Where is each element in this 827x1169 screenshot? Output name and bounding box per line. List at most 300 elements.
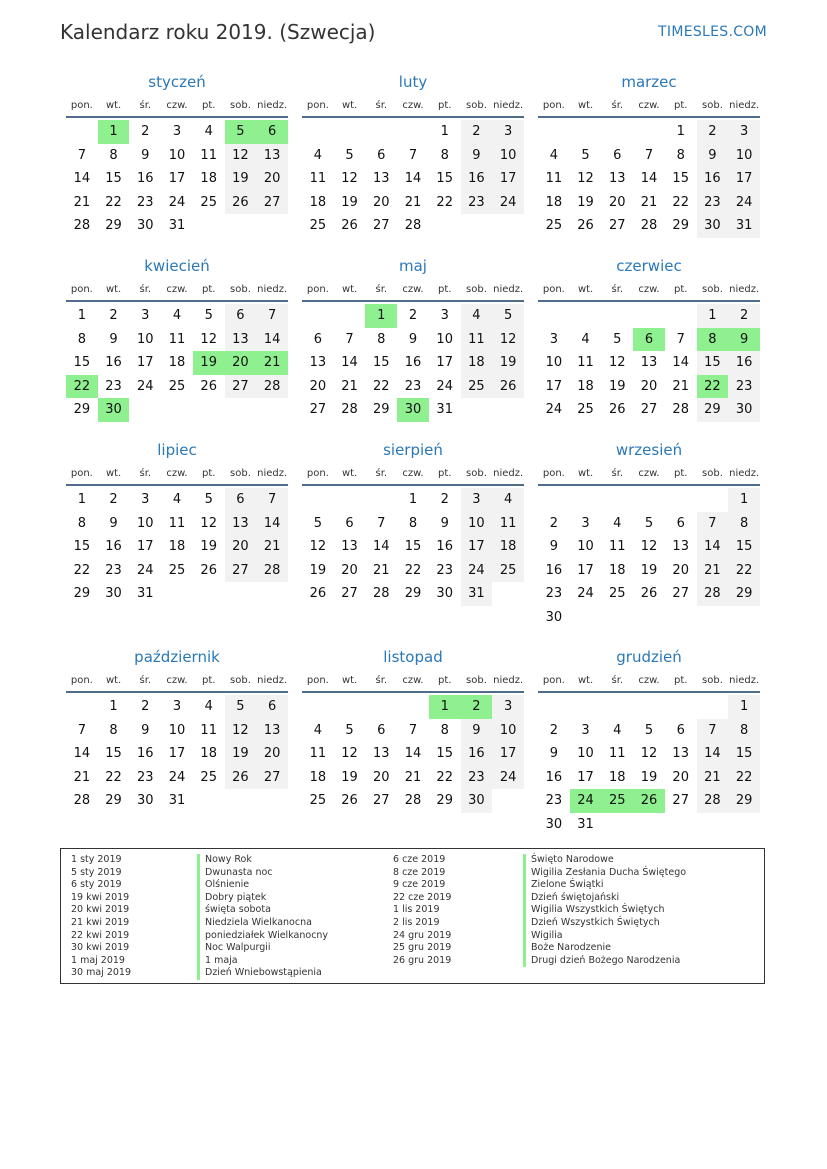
weekday-label: pt.	[674, 675, 688, 686]
day-cell: 16	[105, 355, 122, 370]
day-cell: 12	[309, 539, 327, 554]
day-cell: 18	[200, 746, 217, 761]
day-cell: 1	[676, 124, 685, 139]
day-cell: 19	[309, 562, 327, 578]
day-cell: 5	[225, 120, 257, 144]
day-cell: 18	[545, 194, 563, 210]
day-cell: 24	[570, 789, 602, 813]
weekday-label: sob.	[230, 468, 251, 479]
month-1	[66, 70, 288, 238]
day-cell: 2	[728, 304, 760, 328]
weekday-header	[302, 671, 524, 693]
day-cell: 19	[492, 351, 524, 375]
weekday-label: śr.	[139, 675, 152, 686]
day-cell: 30	[545, 816, 563, 832]
month-name: sierpień	[383, 441, 443, 459]
day-cell: 5	[204, 308, 213, 323]
day-cell: 4	[461, 304, 493, 328]
day-cell: 17	[436, 355, 453, 370]
day-grid	[66, 695, 288, 813]
day-cell: 24	[728, 191, 760, 215]
empty-cell	[365, 488, 397, 512]
day-cell: 20	[373, 769, 390, 785]
day-cell: 8	[728, 719, 760, 743]
legend-date: 1 sty 2019	[71, 854, 122, 865]
day-cell: 23	[404, 378, 422, 394]
legend-date: 30 maj 2019	[71, 967, 132, 979]
legend-date: 8 cze 2019	[393, 866, 446, 878]
day-cell: 7	[408, 722, 418, 738]
day-cell: 7	[256, 304, 288, 328]
day-grid	[302, 488, 524, 606]
day-cell: 27	[225, 375, 257, 399]
weekday-label: wt.	[105, 675, 122, 686]
month-10	[66, 645, 288, 813]
day-cell: 27	[256, 191, 288, 215]
day-cell: 14	[697, 535, 729, 559]
day-cell: 13	[373, 746, 390, 761]
month-name: kwiecień	[144, 257, 210, 275]
day-cell: 28	[73, 218, 91, 233]
day-cell: 19	[609, 378, 626, 394]
legend-date: 6 sty 2019	[71, 879, 122, 891]
legend-date: 9 cze 2019	[393, 879, 446, 891]
weekday-label: niedz.	[257, 284, 288, 295]
day-cell: 23	[545, 586, 563, 601]
day-cell: 2	[109, 492, 118, 507]
empty-cell	[601, 695, 633, 719]
day-cell: 16	[436, 539, 453, 554]
month-name: październik	[134, 648, 220, 666]
empty-cell	[633, 304, 665, 328]
weekday-label: niedz.	[729, 284, 760, 295]
legend-date: 24 gru 2019	[393, 929, 452, 941]
day-cell: 27	[225, 559, 257, 583]
day-cell: 9	[461, 144, 493, 168]
day-cell: 28	[341, 402, 358, 417]
weekday-label: pt.	[202, 468, 216, 479]
day-cell: 20	[341, 562, 358, 578]
day-cell: 11	[461, 328, 493, 352]
day-cell: 9	[141, 147, 150, 163]
day-cell: 13	[672, 539, 689, 554]
day-cell: 4	[204, 124, 213, 139]
day-cell: 6	[633, 328, 665, 352]
day-cell: 19	[193, 351, 225, 375]
legend-date: 30 kwi 2019	[71, 942, 130, 954]
legend-date: 25 gru 2019	[393, 942, 452, 954]
day-cell: 18	[492, 535, 524, 559]
legend-date: 1 lis 2019	[393, 904, 440, 916]
day-cell: 11	[309, 746, 327, 761]
day-cell: 28	[404, 218, 422, 233]
day-cell: 29	[73, 586, 91, 601]
empty-cell	[665, 304, 697, 328]
day-cell: 10	[137, 515, 154, 531]
day-cell: 13	[609, 171, 626, 186]
day-cell: 24	[461, 559, 493, 583]
day-cell: 20	[373, 194, 390, 210]
day-cell: 8	[440, 722, 449, 738]
day-cell: 27	[672, 793, 689, 808]
day-cell: 3	[581, 515, 590, 531]
day-cell: 14	[672, 355, 689, 370]
day-cell: 3	[728, 120, 760, 144]
weekday-label: czw.	[402, 100, 424, 111]
day-cell: 21	[73, 194, 91, 210]
day-cell: 10	[168, 147, 186, 163]
day-cell: 9	[697, 144, 729, 168]
day-cell: 18	[609, 562, 626, 578]
day-cell: 27	[373, 793, 390, 808]
day-cell: 20	[256, 742, 288, 766]
day-cell: 3	[172, 699, 182, 714]
day-cell: 2	[141, 699, 150, 714]
weekday-header	[66, 671, 288, 693]
day-cell: 17	[168, 171, 186, 186]
weekday-label: wt.	[341, 468, 358, 479]
empty-cell	[665, 695, 697, 719]
day-cell: 21	[256, 351, 288, 375]
day-cell: 6	[377, 722, 386, 738]
day-cell: 1	[728, 488, 760, 512]
month-name: lipiec	[157, 441, 197, 459]
day-cell: 9	[728, 328, 760, 352]
day-cell: 23	[105, 378, 122, 394]
day-cell: 27	[256, 766, 288, 790]
day-cell: 7	[697, 512, 729, 536]
weekday-label: sob.	[230, 284, 251, 295]
day-cell: 24	[577, 586, 594, 601]
day-cell: 8	[697, 328, 729, 352]
day-cell: 28	[697, 582, 729, 606]
day-cell: 24	[137, 378, 154, 394]
legend-date: 22 kwi 2019	[71, 929, 130, 941]
weekday-label: czw.	[166, 100, 188, 111]
day-cell: 10	[545, 355, 563, 370]
day-cell: 17	[137, 539, 154, 554]
weekday-label: niedz.	[493, 284, 524, 295]
day-cell: 15	[73, 539, 91, 554]
weekday-label: pt.	[202, 100, 216, 111]
weekday-label: pon.	[542, 675, 565, 686]
day-cell: 22	[728, 559, 760, 583]
day-cell: 29	[404, 586, 422, 601]
day-cell: 22	[373, 378, 390, 394]
empty-cell	[538, 304, 570, 328]
day-cell: 28	[73, 793, 91, 808]
day-cell: 6	[613, 147, 622, 163]
day-cell: 16	[697, 167, 729, 191]
legend-holiday-name: Dobry piątek	[197, 892, 328, 905]
weekday-label: pon.	[542, 100, 565, 111]
day-cell: 6	[256, 120, 288, 144]
weekday-label: wt.	[577, 468, 594, 479]
legend-holiday-name: Wigilia	[523, 930, 686, 943]
empty-cell	[538, 695, 570, 719]
day-cell: 13	[225, 512, 257, 536]
empty-cell	[302, 488, 334, 512]
day-cell: 2	[461, 695, 493, 719]
month-name: marzec	[621, 73, 677, 91]
day-cell: 21	[697, 766, 729, 790]
day-cell: 8	[377, 331, 386, 347]
day-cell: 18	[309, 194, 327, 210]
day-cell: 4	[313, 722, 322, 738]
day-cell: 28	[672, 402, 689, 417]
weekday-header	[538, 280, 760, 302]
legend-holiday-name: Olśnienie	[197, 879, 328, 892]
legend-holiday-name: Wigilia Zesłania Ducha Świętego	[523, 867, 686, 880]
month-name: grudzień	[616, 648, 682, 666]
weekday-label: sob.	[702, 284, 723, 295]
weekday-label: sob.	[702, 675, 723, 686]
day-grid	[302, 120, 524, 238]
weekday-label: pt.	[674, 284, 688, 295]
day-cell: 29	[697, 398, 729, 422]
day-grid	[538, 488, 760, 629]
day-cell: 29	[728, 582, 760, 606]
legend-holiday-name: Wigilia Wszystkich Świętych	[523, 904, 686, 917]
day-cell: 8	[676, 147, 685, 163]
day-cell: 17	[492, 742, 524, 766]
weekday-label: śr.	[375, 100, 388, 111]
day-cell: 8	[77, 331, 86, 347]
day-cell: 1	[98, 120, 130, 144]
day-cell: 4	[613, 722, 622, 738]
weekday-label: wt.	[105, 284, 122, 295]
day-cell: 11	[168, 515, 186, 531]
day-cell: 26	[225, 191, 257, 215]
day-cell: 17	[492, 167, 524, 191]
day-cell: 29	[73, 402, 91, 417]
day-cell: 1	[77, 492, 86, 507]
legend-holiday-name: Dwunasta noc	[197, 867, 328, 880]
empty-cell	[697, 488, 729, 512]
legend-date: 19 kwi 2019	[71, 891, 130, 903]
day-cell: 9	[109, 331, 118, 347]
legend-holiday-name: 1 maja	[197, 955, 328, 968]
day-cell: 19	[341, 769, 358, 785]
weekday-label: wt.	[105, 100, 122, 111]
day-cell: 9	[549, 746, 558, 761]
day-cell: 14	[256, 512, 288, 536]
day-cell: 8	[77, 515, 86, 531]
day-cell: 21	[640, 194, 658, 210]
day-cell: 5	[225, 695, 257, 719]
day-cell: 3	[492, 695, 524, 719]
day-cell: 8	[109, 147, 118, 163]
weekday-label: czw.	[166, 675, 188, 686]
day-cell: 25	[492, 559, 524, 583]
legend-dates-col-1	[71, 854, 131, 980]
weekday-header	[538, 671, 760, 693]
day-cell: 25	[309, 793, 327, 808]
site-link[interactable]: TIMESLES.COM	[658, 24, 767, 40]
weekday-label: pon.	[70, 675, 93, 686]
day-cell: 11	[577, 355, 594, 370]
day-cell: 31	[728, 214, 760, 238]
day-cell: 21	[373, 562, 390, 578]
day-cell: 7	[77, 147, 86, 163]
weekday-label: czw.	[166, 468, 188, 479]
day-cell: 25	[601, 789, 633, 813]
weekday-header	[538, 96, 760, 118]
empty-cell	[397, 695, 429, 719]
day-cell: 30	[98, 398, 130, 422]
month-name: styczeń	[148, 73, 206, 91]
day-cell: 29	[672, 218, 689, 233]
empty-cell	[334, 695, 366, 719]
holiday-legend	[60, 848, 765, 984]
weekday-label: pon.	[306, 284, 329, 295]
empty-cell	[570, 120, 602, 144]
day-cell: 22	[66, 375, 98, 399]
day-cell: 17	[728, 167, 760, 191]
day-cell: 1	[365, 304, 397, 328]
day-grid	[538, 695, 760, 836]
day-cell: 20	[309, 378, 327, 394]
day-cell: 4	[613, 515, 622, 531]
weekday-label: niedz.	[493, 468, 524, 479]
legend-holiday-name: Dzień Wszystkich Świętych	[523, 917, 686, 930]
weekday-label: niedz.	[493, 100, 524, 111]
day-cell: 6	[256, 695, 288, 719]
day-cell: 17	[577, 562, 594, 578]
day-cell: 25	[200, 769, 217, 785]
day-cell: 21	[73, 769, 91, 785]
weekday-label: wt.	[577, 100, 594, 111]
day-cell: 3	[141, 308, 150, 323]
month-name: maj	[399, 257, 427, 275]
day-cell: 6	[676, 722, 685, 738]
day-cell: 25	[309, 218, 327, 233]
day-cell: 17	[577, 769, 594, 785]
day-cell: 31	[577, 816, 594, 832]
month-name: luty	[398, 73, 428, 91]
day-cell: 16	[404, 355, 422, 370]
day-cell: 10	[577, 539, 594, 554]
weekday-label: śr.	[375, 468, 388, 479]
day-cell: 23	[728, 375, 760, 399]
day-grid	[302, 304, 524, 422]
day-cell: 22	[672, 194, 689, 210]
day-cell: 18	[168, 355, 186, 370]
empty-cell	[570, 695, 602, 719]
legend-date: 26 gru 2019	[393, 954, 452, 966]
day-cell: 22	[728, 766, 760, 790]
day-cell: 23	[461, 766, 493, 790]
month-name: czerwiec	[616, 257, 682, 275]
day-cell: 17	[545, 378, 563, 394]
day-cell: 12	[640, 539, 658, 554]
month-name: wrzesień	[615, 441, 683, 459]
day-cell: 24	[492, 766, 524, 790]
day-cell: 23	[436, 562, 453, 578]
day-cell: 23	[137, 769, 154, 785]
empty-cell	[365, 120, 397, 144]
month-4	[66, 254, 288, 422]
day-cell: 6	[377, 147, 386, 163]
day-cell: 26	[225, 766, 257, 790]
day-cell: 12	[577, 171, 594, 186]
weekday-label: śr.	[611, 284, 624, 295]
empty-cell	[365, 695, 397, 719]
day-cell: 6	[313, 331, 322, 347]
day-cell: 3	[141, 492, 150, 507]
day-cell: 15	[105, 171, 122, 186]
legend-dates-col-2	[393, 854, 451, 967]
day-cell: 22	[436, 194, 453, 210]
day-cell: 17	[461, 535, 493, 559]
empty-cell	[601, 304, 633, 328]
day-cell: 1	[697, 304, 729, 328]
day-cell: 5	[644, 515, 654, 531]
weekday-header	[302, 464, 524, 486]
day-cell: 14	[697, 742, 729, 766]
weekday-label: niedz.	[729, 100, 760, 111]
day-cell: 11	[200, 147, 217, 163]
weekday-label: pt.	[674, 100, 688, 111]
day-cell: 16	[461, 167, 493, 191]
empty-cell	[334, 120, 366, 144]
day-cell: 10	[577, 746, 594, 761]
empty-cell	[570, 488, 602, 512]
day-cell: 5	[204, 492, 213, 507]
weekday-label: sob.	[466, 675, 487, 686]
day-cell: 16	[137, 746, 154, 761]
day-cell: 15	[672, 171, 689, 186]
day-cell: 11	[609, 746, 626, 761]
page-title: Kalendarz roku 2019. (Szwecja)	[60, 20, 376, 44]
day-cell: 16	[728, 351, 760, 375]
day-cell: 10	[492, 144, 524, 168]
day-cell: 26	[341, 218, 358, 233]
day-cell: 18	[609, 769, 626, 785]
day-cell: 18	[168, 539, 186, 554]
day-cell: 16	[545, 769, 563, 785]
day-cell: 29	[105, 218, 122, 233]
day-cell: 22	[436, 769, 453, 785]
day-cell: 1	[109, 699, 118, 714]
day-cell: 4	[172, 308, 182, 323]
day-cell: 28	[373, 586, 390, 601]
day-cell: 22	[73, 562, 91, 578]
weekday-label: wt.	[105, 468, 122, 479]
weekday-label: sob.	[230, 675, 251, 686]
month-name: listopad	[383, 648, 443, 666]
day-cell: 13	[373, 171, 390, 186]
day-cell: 26	[609, 402, 626, 417]
weekday-label: pt.	[674, 468, 688, 479]
day-cell: 29	[728, 789, 760, 813]
day-cell: 16	[137, 171, 154, 186]
weekday-label: pt.	[438, 468, 452, 479]
day-cell: 12	[200, 331, 217, 347]
day-cell: 11	[200, 722, 217, 738]
weekday-label: pt.	[202, 675, 216, 686]
weekday-label: pon.	[70, 284, 93, 295]
day-cell: 31	[436, 402, 453, 417]
weekday-label: niedz.	[493, 675, 524, 686]
day-cell: 27	[341, 586, 358, 601]
day-cell: 10	[461, 512, 493, 536]
day-cell: 19	[200, 539, 217, 554]
day-cell: 8	[440, 147, 449, 163]
weekday-label: śr.	[611, 100, 624, 111]
day-cell: 10	[728, 144, 760, 168]
legend-holiday-name: poniedziałek Wielkanocny	[197, 930, 328, 943]
